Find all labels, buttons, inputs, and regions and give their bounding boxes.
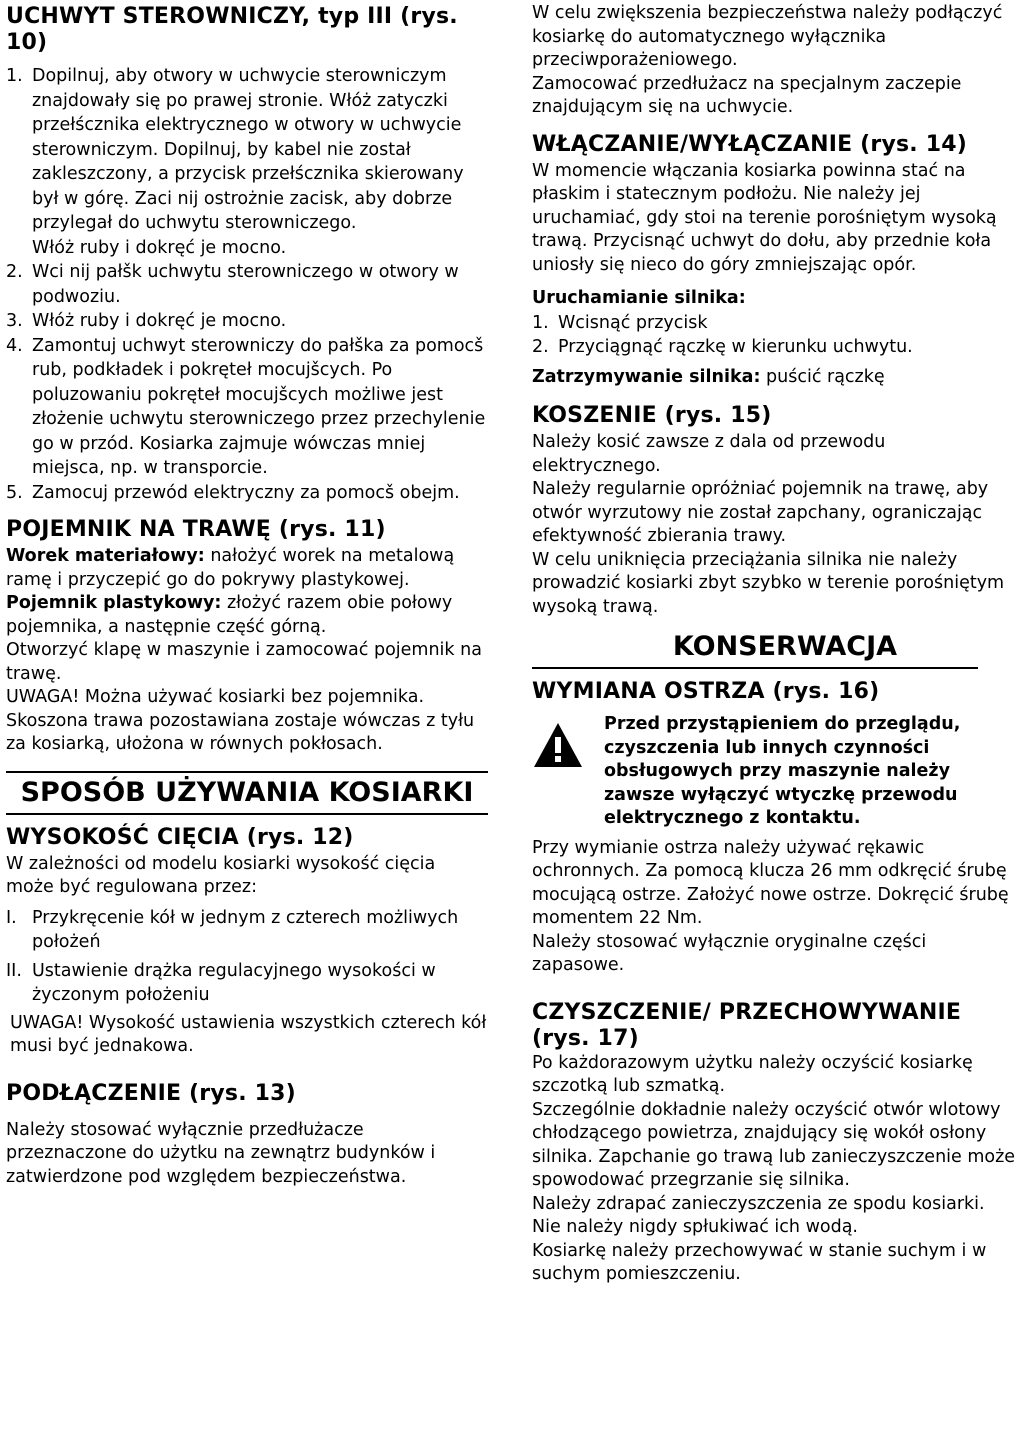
heading-mowing: KOSZENIE (rys. 15) [532, 403, 772, 428]
paragraph: Pojemnik plastykowy: złożyć razem obie połowy pojemnika, a następnie część górną. [6, 593, 453, 637]
list-item: 3. Włóż ruby i dokręć je mocno. [6, 311, 287, 331]
warning-text: Przed przystąpieniem do przeglądu, czyszczenia lub innych czynności obsługowych przy maszynie należy zawsze wyłączyć wtyczkę przewodu elektrycznego z kontaktu. [604, 714, 961, 828]
heading-connection: PODŁĄCZENIE (rys. 13) [6, 1080, 296, 1106]
warning-box [532, 713, 1018, 831]
list-item: 2. Przyciągnąć rączkę w kierunku uchwytu. [532, 337, 913, 357]
paragraph: Worek materiałowy: nałożyć worek na metalową ramę i przyczepić go do pokrywy plastykowej. [6, 546, 455, 590]
paragraph: W momencie włączania kosiarka powinna stać na płaskim i statecznym podłożu. Nie należy jej uruchamiać, gdy stoi na terenie porośniętym wysoką trawą. Przycisnąć uchwyt do dołu, aby przednie koła uniosły się nieco do góry zmniejszając opór. [532, 160, 997, 275]
section-title-usage: SPOSÓB UŻYWANIA KOSIARKI [20, 776, 474, 808]
paragraph: Zatrzymywanie silnika: puścić rączkę [532, 366, 885, 387]
heading-blade-replacement: WYMIANA OSTRZA (rys. 16) [532, 679, 880, 704]
divider [6, 813, 488, 815]
paragraph: Należy zdrapać zanieczyszczenia ze spodu kosiarki. Nie należy nigdy spłukiwać ich wodą. [532, 1193, 985, 1237]
left-column [6, 0, 488, 1189]
divider [532, 667, 978, 669]
paragraph: Należy regularnie opróżniać pojemnik na trawę, aby otwór wyrzutowy nie został zapchany, ograniczając efektywność zbierania trawy. [532, 479, 989, 546]
paragraph: Przy wymianie ostrza należy używać rękawic ochronnych. Za pomocą klucza 26 mm odkręcić śrubę mocującą ostrze. Założyć nowe ostrze. Dokręcić śrubę momentem 22 Nm. [532, 837, 1009, 928]
paragraph: Należy kosić zawsze z dala od przewodu elektrycznego. [532, 432, 886, 476]
paragraph: W zależności od modelu kosiarki wysokość cięcia może być regulowana przez: [6, 853, 436, 897]
paragraph: UWAGA! Można używać kosiarki bez pojemnika. Skoszona trawa pozostawiana zostaje wówczas z tyłu za kosiarką, ułożona w równych pokłosach. [6, 687, 475, 754]
paragraph: Kosiarkę należy przechowywać w stanie suchym i w suchym pomieszczeniu. [532, 1240, 987, 1284]
heading-handle-type3: UCHWYT STEROWNICZY, typ III (rys. 10) [6, 4, 458, 55]
paragraph: Po każdorazowym użytku należy oczyścić kosiarkę szczotką lub szmatką. [532, 1052, 973, 1096]
heading-cleaning-storage: CZYSZCZENIE/ PRZECHOWYWANIE (rys. 17) [532, 999, 962, 1051]
list-item: 2. Wci nij pałšk uchwytu sterowniczego w otwory w podwoziu. [6, 262, 459, 307]
paragraph: W celu uniknięcia przeciążania silnika nie należy prowadzić kosiarki zbyt szybko w terenie porośniętym wysoką trawą. [532, 549, 1005, 617]
list-item: II. Ustawienie drążka regulacyjnego wysokości w życzonym położeniu [6, 960, 436, 1005]
paragraph: W celu zwiększenia bezpieczeństwa należy podłączyć kosiarkę do automatycznego wyłącznika przeciwporażeniowego. [532, 3, 1003, 70]
list-item: 5. Zamocuj przewód elektryczny za pomocš obejm. [6, 482, 460, 503]
warning-triangle-icon [532, 713, 604, 831]
section-title-maintenance: KONSERWACJA [672, 631, 898, 662]
heading-on-off: WŁĄCZANIE/WYŁĄCZANIE (rys. 14) [532, 131, 967, 157]
list-item: 4. Zamontuj uchwyt sterowniczy do pałška za pomocš rub, podkładek i pokręteł mocujšcych. Po poluzowaniu pokręteł mocujšcych możliwe jest złożenie uchwytu sterowniczego przez przechylenie go w przód. Kosiarka zajmuje wówczas mniej miejsca, np. w transporcie. [6, 335, 486, 478]
list-item: I. Przykręcenie kół w jednym z czterech możliwych położeń [6, 907, 459, 952]
paragraph: Zamocować przedłużacz na specjalnym zaczepie znajdującym się na uchwycie. [532, 73, 962, 117]
list-item: 1. Wcisnąć przycisk [532, 312, 708, 333]
heading-grass-container: POJEMNIK NA TRAWĘ (rys. 11) [6, 517, 386, 542]
paragraph: Szczególnie dokładnie należy oczyścić otwór wlotowy chłodzącego powietrza, znajdujący się wokół osłony silnika. Zapchanie go trawą lub zanieczyszczenie może spowodować przegrzanie się silnika. [532, 1099, 1016, 1190]
paragraph: UWAGA! Wysokość ustawienia wszystkich czterech kół musi być jednakowa. [10, 1012, 487, 1056]
start-steps-list [532, 311, 1018, 360]
list-item: 1. Dopilnuj, aby otwory w uchwycie sterowniczym znajdowały się po prawej stronie. Włóż zatyczki przełścznika elektrycznego w otwory w uchwycie sterowniczym. Dopilnuj, by kabel nie został zakleszczony, a przycisk przełścznika skierowany był w górę. Zaci nij ostrożnie zacisk, aby dobrze przylegał do uchwytu sterowniczego. [6, 66, 464, 233]
paragraph: Należy stosować wyłącznie oryginalne części zapasowe. [532, 931, 927, 975]
list-item: Włóż ruby i dokręć je mocno. [32, 237, 287, 258]
right-column [532, 0, 1018, 1287]
height-options-list [6, 906, 488, 1008]
heading-cutting-height: WYSOKOŚĆ CIĘCIA (rys. 12) [6, 824, 354, 850]
paragraph: Otworzyć klapę w maszynie i zamocować pojemnik na trawę. [6, 640, 482, 684]
paragraph: Uruchamianie silnika: [532, 288, 746, 308]
handle-steps-list [6, 64, 488, 505]
paragraph: Należy stosować wyłącznie przedłużacze przeznaczone do użytku na zewnątrz budynków i zatwierdzone pod względem bezpieczeństwa. [6, 1119, 436, 1187]
